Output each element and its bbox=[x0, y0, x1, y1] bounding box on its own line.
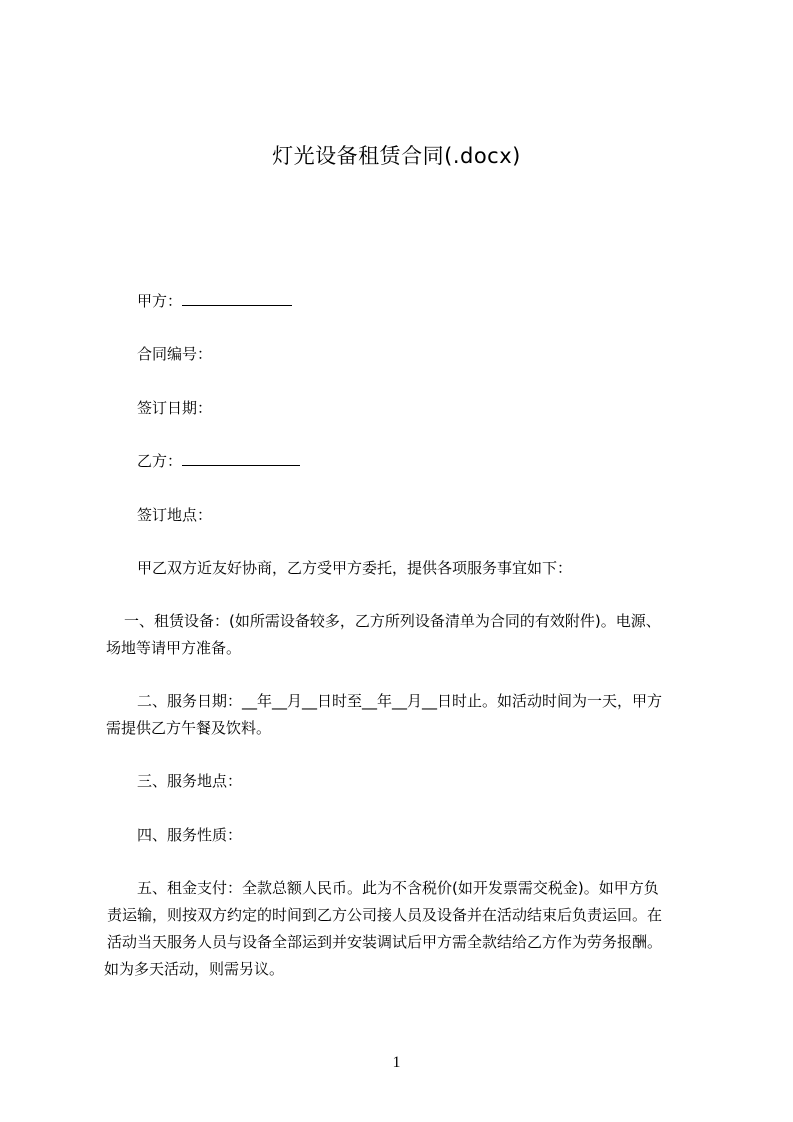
contract-no-label: 合同编号： bbox=[137, 345, 213, 363]
clause-4: 四、服务性质： bbox=[137, 826, 243, 844]
party-b-line bbox=[137, 451, 300, 471]
clause-3: 三、服务地点： bbox=[137, 772, 243, 790]
party-b-label: 乙方： bbox=[137, 452, 183, 470]
sign-place-label: 签订地点： bbox=[137, 506, 213, 524]
clause-5-line-1: 五、租金支付：全款总额人民币。此为不含税价(如开发票需交税金)。如甲方负 bbox=[137, 879, 659, 897]
party-a-blank bbox=[182, 291, 292, 306]
clause-5-line-3: 活动当天服务人员与设备全部运到并安装调试后甲方需全款结给乙方作为劳务报酬。 bbox=[107, 933, 663, 951]
party-b-blank bbox=[182, 451, 300, 466]
intro-paragraph: 甲乙双方近友好协商，乙方受甲方委托，提供各项服务事宜如下： bbox=[137, 559, 573, 577]
document-title: 灯光设备租赁合同(.docx) bbox=[272, 144, 521, 168]
sign-date-label: 签订日期： bbox=[137, 399, 213, 417]
clause-5-line-2: 责运输，则按双方约定的时间到乙方公司接人员及设备并在活动结束后负责运回。在 bbox=[107, 906, 663, 924]
clause-2-line-1: 二、服务日期：__年__月__日时至__年__月__日时止。如活动时间为一天，甲方 bbox=[137, 692, 663, 710]
clause-2-line-2: 需提供乙方午餐及饮料。 bbox=[106, 719, 272, 737]
clause-5-line-4: 如为多天活动，则需另议。 bbox=[104, 960, 285, 978]
page-number: 1 bbox=[392, 1054, 401, 1071]
clause-1-line-2: 场地等请甲方准备。 bbox=[106, 639, 242, 657]
party-a-label: 甲方： bbox=[137, 292, 183, 310]
clause-1-line-1: 一、租赁设备：(如所需设备较多，乙方所列设备清单为合同的有效附件)。电源、 bbox=[124, 612, 661, 630]
party-a-line bbox=[137, 291, 292, 311]
